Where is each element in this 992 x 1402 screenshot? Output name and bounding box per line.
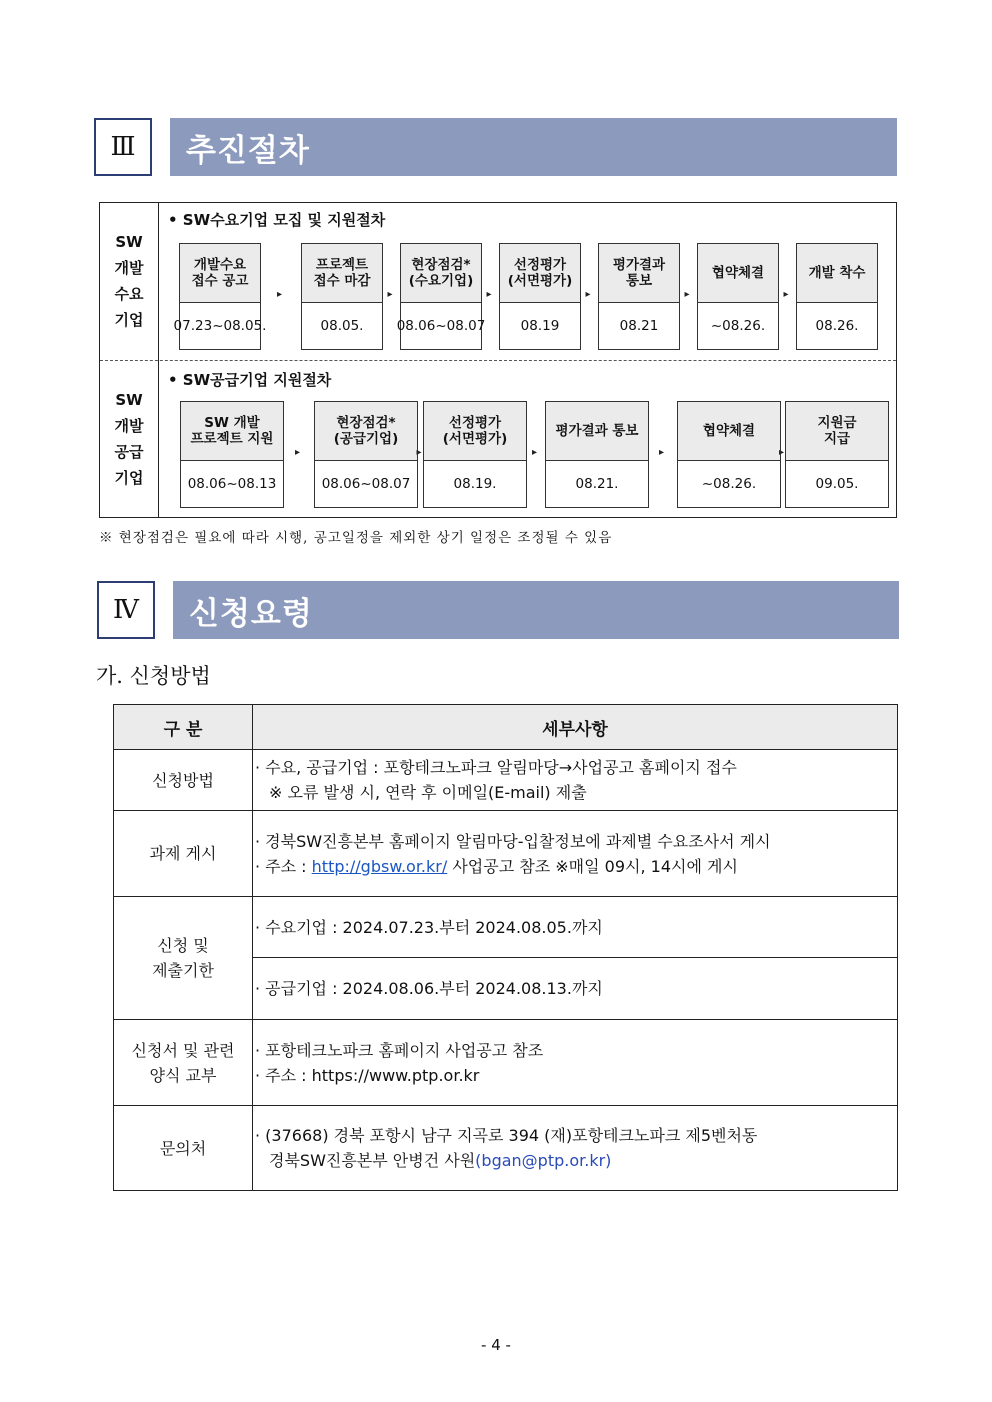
process-step [785,401,889,508]
row-category [114,1020,253,1106]
table-header-row [114,705,898,750]
row-detail [253,811,898,897]
detail-line: · 주소 : https://www.ptp.or.kr [255,1065,480,1085]
process-step [173,243,267,350]
supply-side-label [100,387,158,491]
process-step [499,243,581,350]
step-date: 08.05. [320,318,364,334]
step-label: 선정평가 (서면평가) [500,244,580,303]
step-arrow-icon: ▸ [532,447,538,458]
demand-side-label [100,229,158,333]
supply-group-title: • SW공급기업 지원절차 [168,371,332,389]
row-category: 신청방법 [114,750,253,811]
contact-name: 경북SW진흥본부 안병건 사원 [269,1151,476,1170]
gbsw-link[interactable]: http://gbsw.or.kr/ [311,856,448,876]
step-date: 08.21 [619,318,659,334]
detail-line: · 포항테크노파크 홈페이지 사업공고 참조 [255,1040,544,1060]
step-date: 08.19 [520,318,560,334]
category-line: 제출기한 [152,961,214,980]
step-arrow-icon: ▸ [783,289,789,300]
subsection-heading: 가. 신청방법 [96,664,211,688]
step-date: 08.06~08.07 [321,476,411,492]
row-detail [253,750,898,811]
step-arrow-icon: ▸ [387,289,393,300]
table-row [114,897,898,958]
row-category: 문의처 [114,1106,253,1191]
header-detail: 세부사항 [253,705,898,750]
section-4-number: Ⅳ [97,581,155,639]
row-divider [100,360,896,361]
step-label: 협약체결 [678,402,780,461]
application-table [113,704,898,1191]
side-label-line: 공급 [114,443,144,461]
side-label-line: 기업 [114,311,144,329]
row-detail [253,1020,898,1106]
category-line: 양식 교부 [149,1065,217,1085]
detail-line: · 수요, 공급기업 : 포항테크노파크 알림마당→사업공고 홈페이지 접수 [255,758,737,777]
address-suffix: 사업공고 참조 ※매일 09시, 14시에 게시 [447,856,738,876]
step-arrow-icon: ▸ [585,289,591,300]
address-prefix: · 주소 : [255,856,312,876]
process-step [301,243,383,350]
step-label: 선정평가 (서면평가) [424,402,526,461]
row-category: 과제 게시 [114,811,253,897]
process-step [314,401,418,508]
row-category [114,897,253,1020]
process-step [180,401,284,508]
section-4-title: 신청요령 [173,581,899,639]
step-label: 평가결과 통보 [546,402,648,461]
step-arrow-icon: ▸ [295,447,301,458]
step-label: 평가결과 통보 [599,244,679,303]
row-detail [253,958,898,1020]
process-panel [99,202,897,518]
process-step [796,243,878,350]
step-arrow-icon: ▸ [684,289,690,300]
detail-line: · (37668) 경북 포항시 남구 지곡로 394 (재)포항테크노파크 제5벤처동 [255,1126,758,1145]
side-label-line: 개발 [114,417,144,435]
category-line: 신청서 및 관련 [131,1040,235,1060]
step-arrow-icon: ▸ [659,447,665,458]
page-number: - 4 - [481,1336,511,1354]
step-date: 08.06~08.13 [187,476,277,492]
process-step [677,401,781,508]
process-step [423,401,527,508]
step-label: 지원금 지급 [786,402,888,461]
process-step [545,401,649,508]
step-date: ~08.26. [701,476,757,492]
step-label: 개발 착수 [797,244,877,303]
table-row [114,1106,898,1191]
table-row [114,750,898,811]
side-label-line: 기업 [114,469,144,487]
side-label-line: 수요 [114,285,144,303]
step-date: ~08.26. [710,318,766,334]
step-label: 개발수요 접수 공고 [180,244,260,303]
step-arrow-icon: ▸ [416,447,422,458]
step-date: 09.05. [815,476,859,492]
detail-line: · 경북SW진흥본부 홈페이지 알림마당-입찰정보에 과제별 수요조사서 게시 [255,831,771,851]
step-arrow-icon: ▸ [486,289,492,300]
step-date: 08.26. [815,318,859,334]
step-date: 08.21. [575,476,619,492]
step-label: 협약체결 [698,244,778,303]
detail-line [255,854,891,879]
process-step [598,243,680,350]
step-label: 프로젝트 접수 마감 [302,244,382,303]
step-arrow-icon: ▸ [779,447,785,458]
step-label: 현장점검* (공급기업) [315,402,417,461]
side-label-line: 개발 [114,259,144,277]
demand-group-title: • SW수요기업 모집 및 지원절차 [168,211,386,229]
process-step [396,243,486,350]
step-date: 08.19. [453,476,497,492]
contact-email[interactable]: (bgan@ptp.or.kr) [475,1151,612,1170]
schedule-note: ※ 현장점검은 필요에 따라 시행, 공고일정을 제외한 상기 일정은 조정될 수 있음 [99,530,613,546]
detail-line [255,1148,891,1173]
table-row [114,811,898,897]
step-label: 현장점검* (수요기업) [401,244,481,303]
step-date: 08.06~08.07 [396,318,486,334]
side-label-line: SW [115,391,143,409]
section-3-title: 추진절차 [170,118,897,176]
step-arrow-icon: ▸ [277,289,283,300]
detail-line: · 수요기업 : 2024.07.23.부터 2024.08.05.까지 [255,917,603,937]
process-step [697,243,779,350]
step-date: 07.23~08.05. [173,318,267,334]
table-row [114,1020,898,1106]
row-detail [253,1106,898,1191]
detail-line: · 공급기업 : 2024.08.06.부터 2024.08.13.까지 [255,979,603,998]
side-label-line: SW [115,233,143,251]
detail-line: ※ 오류 발생 시, 연락 후 이메일(E-mail) 제출 [269,783,587,802]
step-label: SW 개발 프로젝트 지원 [181,402,283,461]
header-category: 구 분 [114,705,253,750]
category-line: 신청 및 [157,936,209,955]
row-detail [253,897,898,958]
section-3-number: Ⅲ [94,118,152,176]
